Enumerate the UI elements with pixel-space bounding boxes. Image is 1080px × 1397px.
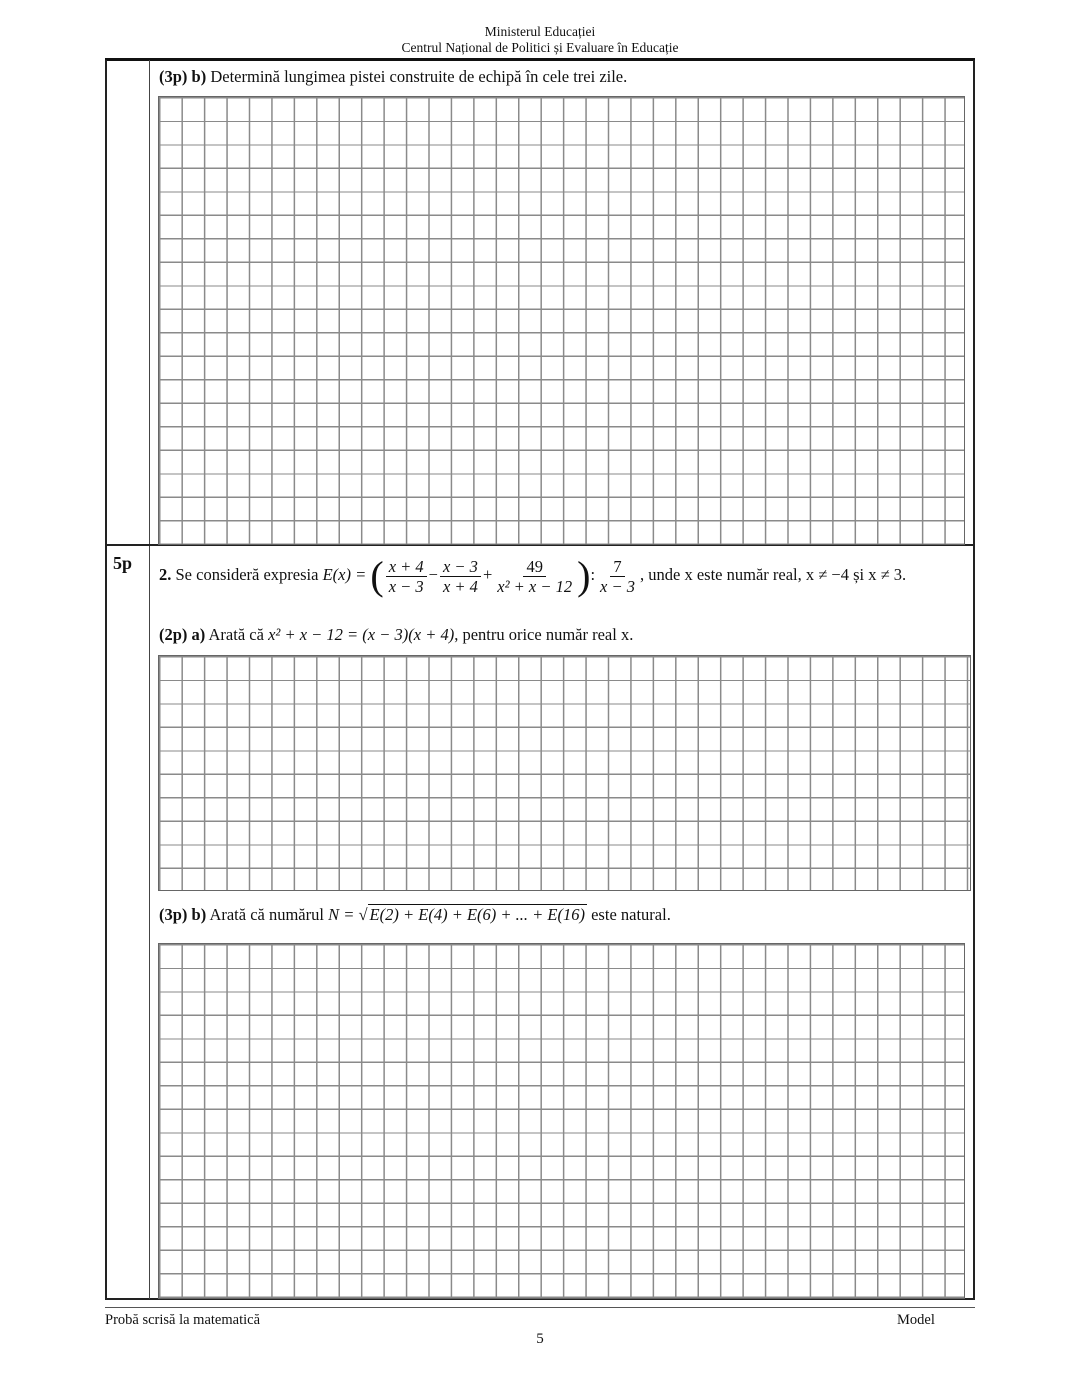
problem-2a-text: Arată că	[208, 625, 264, 644]
footer-rule	[105, 1307, 975, 1308]
sqrt-icon: √	[358, 905, 368, 924]
problem-2-conditions: , unde x este număr real, x ≠ −4 și x ≠ 3.	[640, 564, 907, 584]
problem-1b-points: (3p) b)	[159, 67, 207, 86]
problem-2-score: 5p	[113, 553, 133, 573]
score-column-divider	[149, 60, 150, 1299]
header-center: Centrul Național de Politici și Evaluare în Educație	[401, 40, 679, 55]
answer-grid-1b[interactable]	[158, 96, 965, 545]
expression-lhs: E(x) =	[322, 564, 367, 584]
footer-subject: Probă scrisă la matematică	[105, 1312, 261, 1328]
problem-2a-statement	[159, 625, 633, 645]
minus-operator: −	[428, 564, 438, 584]
plus-operator: +	[482, 564, 493, 584]
fraction-3: $\frac{49}{\text{x² + x − 12}}$	[497, 556, 573, 596]
problem-2b-statement	[159, 904, 671, 925]
problem-2-number: 2.	[159, 564, 172, 584]
problem-1b-statement	[159, 67, 627, 87]
factorization-formula: x² + x − 12 = (x − 3)(x + 4)	[268, 625, 455, 644]
fraction-2: $\frac{x - 3}{x + 4}$	[440, 557, 481, 596]
sqrt-radicand: E(2) + E(4) + E(6) + ... + E(16)	[369, 905, 585, 924]
header-ministry: Ministerul Educației	[484, 24, 596, 39]
problem-2b-points: (3p) b)	[159, 905, 207, 924]
right-paren: )	[577, 553, 591, 598]
n-definition: N =	[328, 905, 355, 924]
problem-2-statement	[159, 553, 907, 598]
problem-1b-text: Determină lungimea pistei construite de echipă în cele trei zile.	[210, 67, 628, 86]
left-paren: (	[370, 553, 384, 598]
answer-grid-2a[interactable]	[158, 655, 971, 891]
divide-operator: :	[590, 564, 596, 584]
fraction-4: $\frac{7}{x - 3}$	[600, 556, 636, 596]
problem-2b-text-end: este natural.	[591, 905, 671, 924]
fraction-1: $\frac{x + 4}{x - 3}$	[386, 557, 427, 596]
problem-2a-points: (2p) a)	[159, 625, 206, 644]
page-number: 5	[536, 1331, 544, 1347]
problem-2b-text: Arată că numărul	[209, 905, 324, 924]
footer-model: Model	[897, 1312, 935, 1328]
problem-2a-text-end: , pentru orice număr real x.	[454, 625, 634, 644]
answer-grid-2b[interactable]	[158, 943, 965, 1299]
problem-2-intro: Se consideră expresia	[175, 564, 319, 584]
